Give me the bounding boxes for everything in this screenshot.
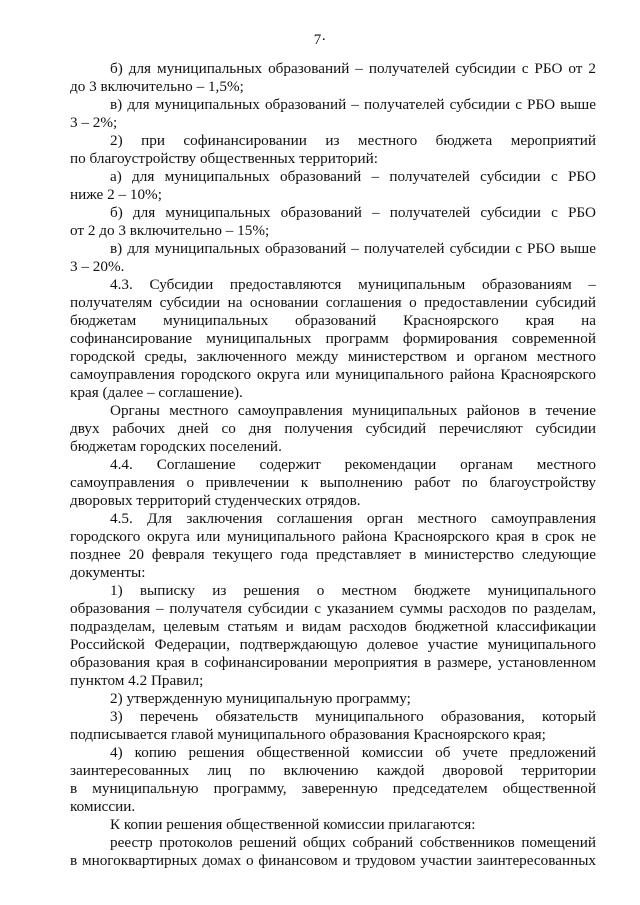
text-line: 2) при софинансировании из местного бюджета мероприятий — [110, 132, 596, 149]
text-line: Российской Федерации, подтверждающую долевое участие муниципального — [70, 636, 596, 653]
text-line: а) для муниципальных образований – получателей субсидии с РБО — [110, 168, 596, 185]
text-line: бюджетам городских поселений. — [70, 438, 282, 455]
text-line: в многоквартирных домах о финансовом и трудовом участии заинтересованных — [70, 852, 596, 869]
text-line: комиссии. — [70, 798, 136, 815]
text-line: документы: — [70, 564, 146, 581]
text-line: в) для муниципальных образований – получателей субсидии с РБО выше — [110, 240, 596, 257]
text-line: образования – получателя субсидии с указанием суммы расходов по разделам, — [70, 600, 596, 617]
text-line: в) для муниципальных образований – получателей субсидии с РБО выше — [110, 96, 596, 113]
text-line: 3 – 20%. — [70, 258, 125, 275]
text-line: 4.5. Для заключения соглашения орган местного самоуправления — [110, 510, 596, 527]
text-line: 3) перечень обязательств муниципального образования, который — [110, 708, 596, 725]
text-line: 3 – 2%; — [70, 114, 118, 131]
text-line: 1) выписку из решения о местном бюджете муниципального — [110, 582, 596, 599]
text-line: городского округа или муниципального района Красноярского края в срок не — [70, 528, 596, 545]
text-line: подписывается главой муниципального образования Красноярского края; — [70, 726, 546, 743]
text-line: до 3 включительно – 1,5%; — [70, 78, 244, 95]
text-line: от 2 до 3 включительно – 15%; — [70, 222, 270, 239]
page-number: 7· — [313, 32, 327, 48]
text-line: б) для муниципальных образований – получателей субсидии с РБО от 2 — [110, 60, 596, 77]
text-line: Органы местного самоуправления муниципальных районов в течение — [110, 402, 596, 419]
text-line: 2) утвержденную муниципальную программу; — [110, 690, 411, 707]
text-line: 4.3. Субсидии предоставляются муниципальным образованиям – — [110, 276, 596, 293]
text-line: по благоустройству общественных территорий: — [70, 150, 378, 167]
text-line: софинансирование муниципальных программ формирования современной — [70, 330, 596, 347]
text-line: бюджетам муниципальных образований Красноярского края на — [70, 312, 596, 329]
text-line: ниже 2 – 10%; — [70, 186, 162, 203]
text-line: образования края в софинансировании мероприятия в размере, установленном — [70, 654, 596, 671]
text-line: в муниципальную программу, заверенную председателем общественной — [70, 780, 596, 797]
text-line: подразделам, целевым статьям и видам расходов бюджетной классификации — [70, 618, 596, 635]
text-line: самоуправления городского округа или муниципального района Красноярского — [70, 366, 596, 383]
text-line: дворовых территорий студенческих отрядов. — [70, 492, 361, 509]
text-line: самоуправления о привлечении к выполнению работ по благоустройству — [70, 474, 596, 491]
text-line: края (далее – соглашение). — [70, 384, 243, 401]
text-line: реестр протоколов решений общих собраний собственников помещений — [110, 834, 596, 851]
text-line: К копии решения общественной комиссии прилагаются: — [110, 816, 476, 833]
text-line: пунктом 4.2 Правил; — [70, 672, 204, 689]
text-line: 4) копию решения общественной комиссии об учете предложений — [110, 744, 596, 761]
text-line: позднее 20 февраля текущего года представляет в министерство следующие — [70, 546, 596, 563]
text-line: заинтересованных лиц по включению каждой дворовой территории — [70, 762, 596, 779]
text-line: двух рабочих дней со дня получения субсидий перечисляют субсидии — [70, 420, 596, 437]
text-line: б) для муниципальных образований – получателей субсидии с РБО — [110, 204, 596, 221]
text-line: получателям субсидии на основании соглашения о предоставлении субсидий — [70, 294, 596, 311]
text-line: городской среды, заключенного между министерством и органом местного — [70, 348, 596, 365]
text-line: 4.4. Соглашение содержит рекомендации органам местного — [110, 456, 596, 473]
